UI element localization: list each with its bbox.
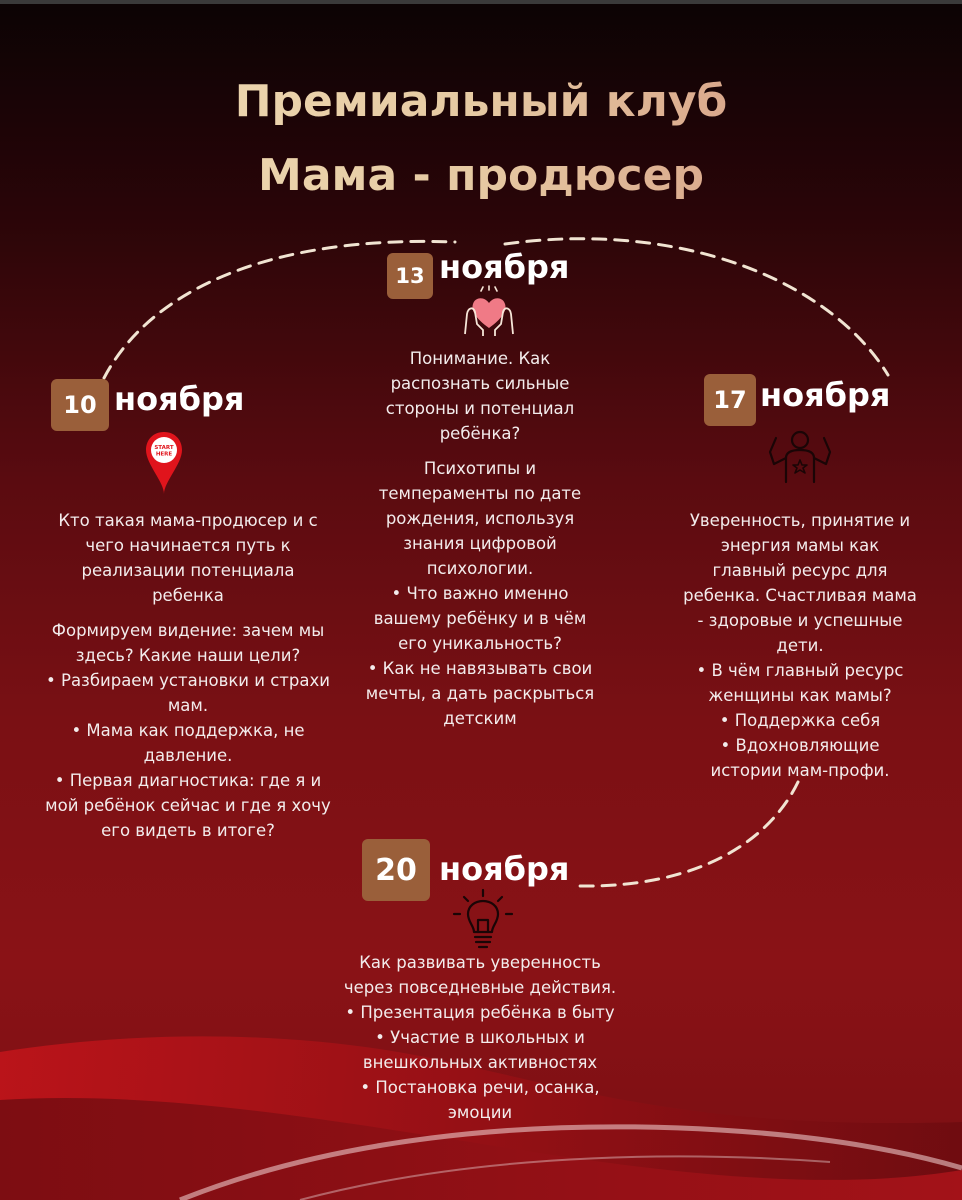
text-line: внешкольных активностях — [362, 1053, 598, 1072]
text-line: Психотипы и — [423, 459, 537, 478]
text-line: знания цифровой — [403, 534, 557, 553]
text-line: мам. — [167, 696, 209, 715]
text-line: энергия мамы как — [720, 536, 880, 555]
text-line: детским — [443, 709, 517, 728]
text-line: • Мама как поддержка, не — [71, 721, 305, 740]
text-line: • Поддержка себя — [719, 711, 881, 730]
text-line: реализации потенциала — [81, 561, 295, 580]
text-line: давление. — [143, 746, 233, 765]
hands-heart-icon — [461, 284, 517, 338]
event-description-10 — [23, 508, 353, 843]
text-line: чего начинается путь к — [85, 536, 291, 555]
text-line: ребёнка? — [439, 424, 521, 443]
start-here-pin-icon — [144, 430, 184, 496]
event-description-20 — [320, 950, 640, 1125]
month-label-13: ноября — [439, 248, 570, 286]
date-badge-20: 20 — [362, 839, 430, 901]
text-line: • Презентация ребёнка в быту — [345, 1003, 615, 1022]
text-line: • Вдохновляющие — [720, 736, 880, 755]
text-line: Формируем видение: зачем мы — [51, 621, 325, 640]
text-line: психологии. — [426, 559, 534, 578]
text-line: эмоции — [447, 1103, 513, 1122]
title-line-1: Премиальный клуб — [0, 76, 962, 127]
month-label-20: ноября — [439, 850, 570, 888]
text-line: • Разбираем установки и страхи — [46, 671, 330, 690]
text-line: главный ресурс для — [712, 561, 888, 580]
title-line-2: Мама - продюсер — [0, 150, 962, 201]
event-description-13 — [350, 346, 610, 731]
text-line: • Участие в школьных и — [375, 1028, 585, 1047]
lightbulb-icon — [452, 888, 514, 952]
text-line: - здоровые и успешные — [697, 611, 903, 630]
date-badge-10: 10 — [51, 379, 109, 431]
text-line: стороны и потенциал — [385, 399, 575, 418]
text-line: через повседневные действия. — [343, 978, 617, 997]
text-line: его видеть в итоге? — [101, 821, 275, 840]
month-label-17: ноября — [760, 376, 891, 414]
text-line: мечты, а дать раскрыться — [365, 684, 595, 703]
text-line: Кто такая мама-продюсер и с — [58, 511, 318, 530]
event-description-17 — [674, 508, 926, 783]
text-line: здесь? Какие наши цели? — [75, 646, 301, 665]
date-badge-17: 17 — [704, 374, 756, 426]
text-line: дети. — [776, 636, 824, 655]
text-line: • Что важно именно — [391, 584, 569, 603]
text-line: • В чём главный ресурс — [696, 661, 904, 680]
month-label-10: ноября — [114, 380, 245, 418]
text-line: • Как не навязывать свои — [367, 659, 593, 678]
text-line: Понимание. Как — [409, 349, 551, 368]
text-line: истории мам-профи. — [710, 761, 890, 780]
text-line: его уникальность? — [398, 634, 562, 653]
pin-text-start: START — [154, 445, 174, 451]
text-line: Уверенность, принятие и — [689, 511, 911, 530]
text-line: • Первая диагностика: где я и — [54, 771, 322, 790]
date-badge-13: 13 — [387, 253, 433, 299]
text-line: мой ребёнок сейчас и где я хочу — [45, 796, 331, 815]
text-line: женщины как мамы? — [708, 686, 892, 705]
text-line: темпераменты по дате — [378, 484, 582, 503]
text-line: • Постановка речи, осанка, — [360, 1078, 600, 1097]
text-line: ребенка. Счастливая мама — [683, 586, 917, 605]
pin-text-here: HERE — [155, 451, 173, 458]
text-line: рождения, используя — [385, 509, 575, 528]
text-line: ребенка — [152, 586, 224, 605]
text-line: Как развивать уверенность — [359, 953, 601, 972]
text-line: вашему ребёнку и в чём — [373, 609, 587, 628]
text-line: распознать сильные — [390, 374, 570, 393]
confident-person-icon — [766, 428, 834, 486]
